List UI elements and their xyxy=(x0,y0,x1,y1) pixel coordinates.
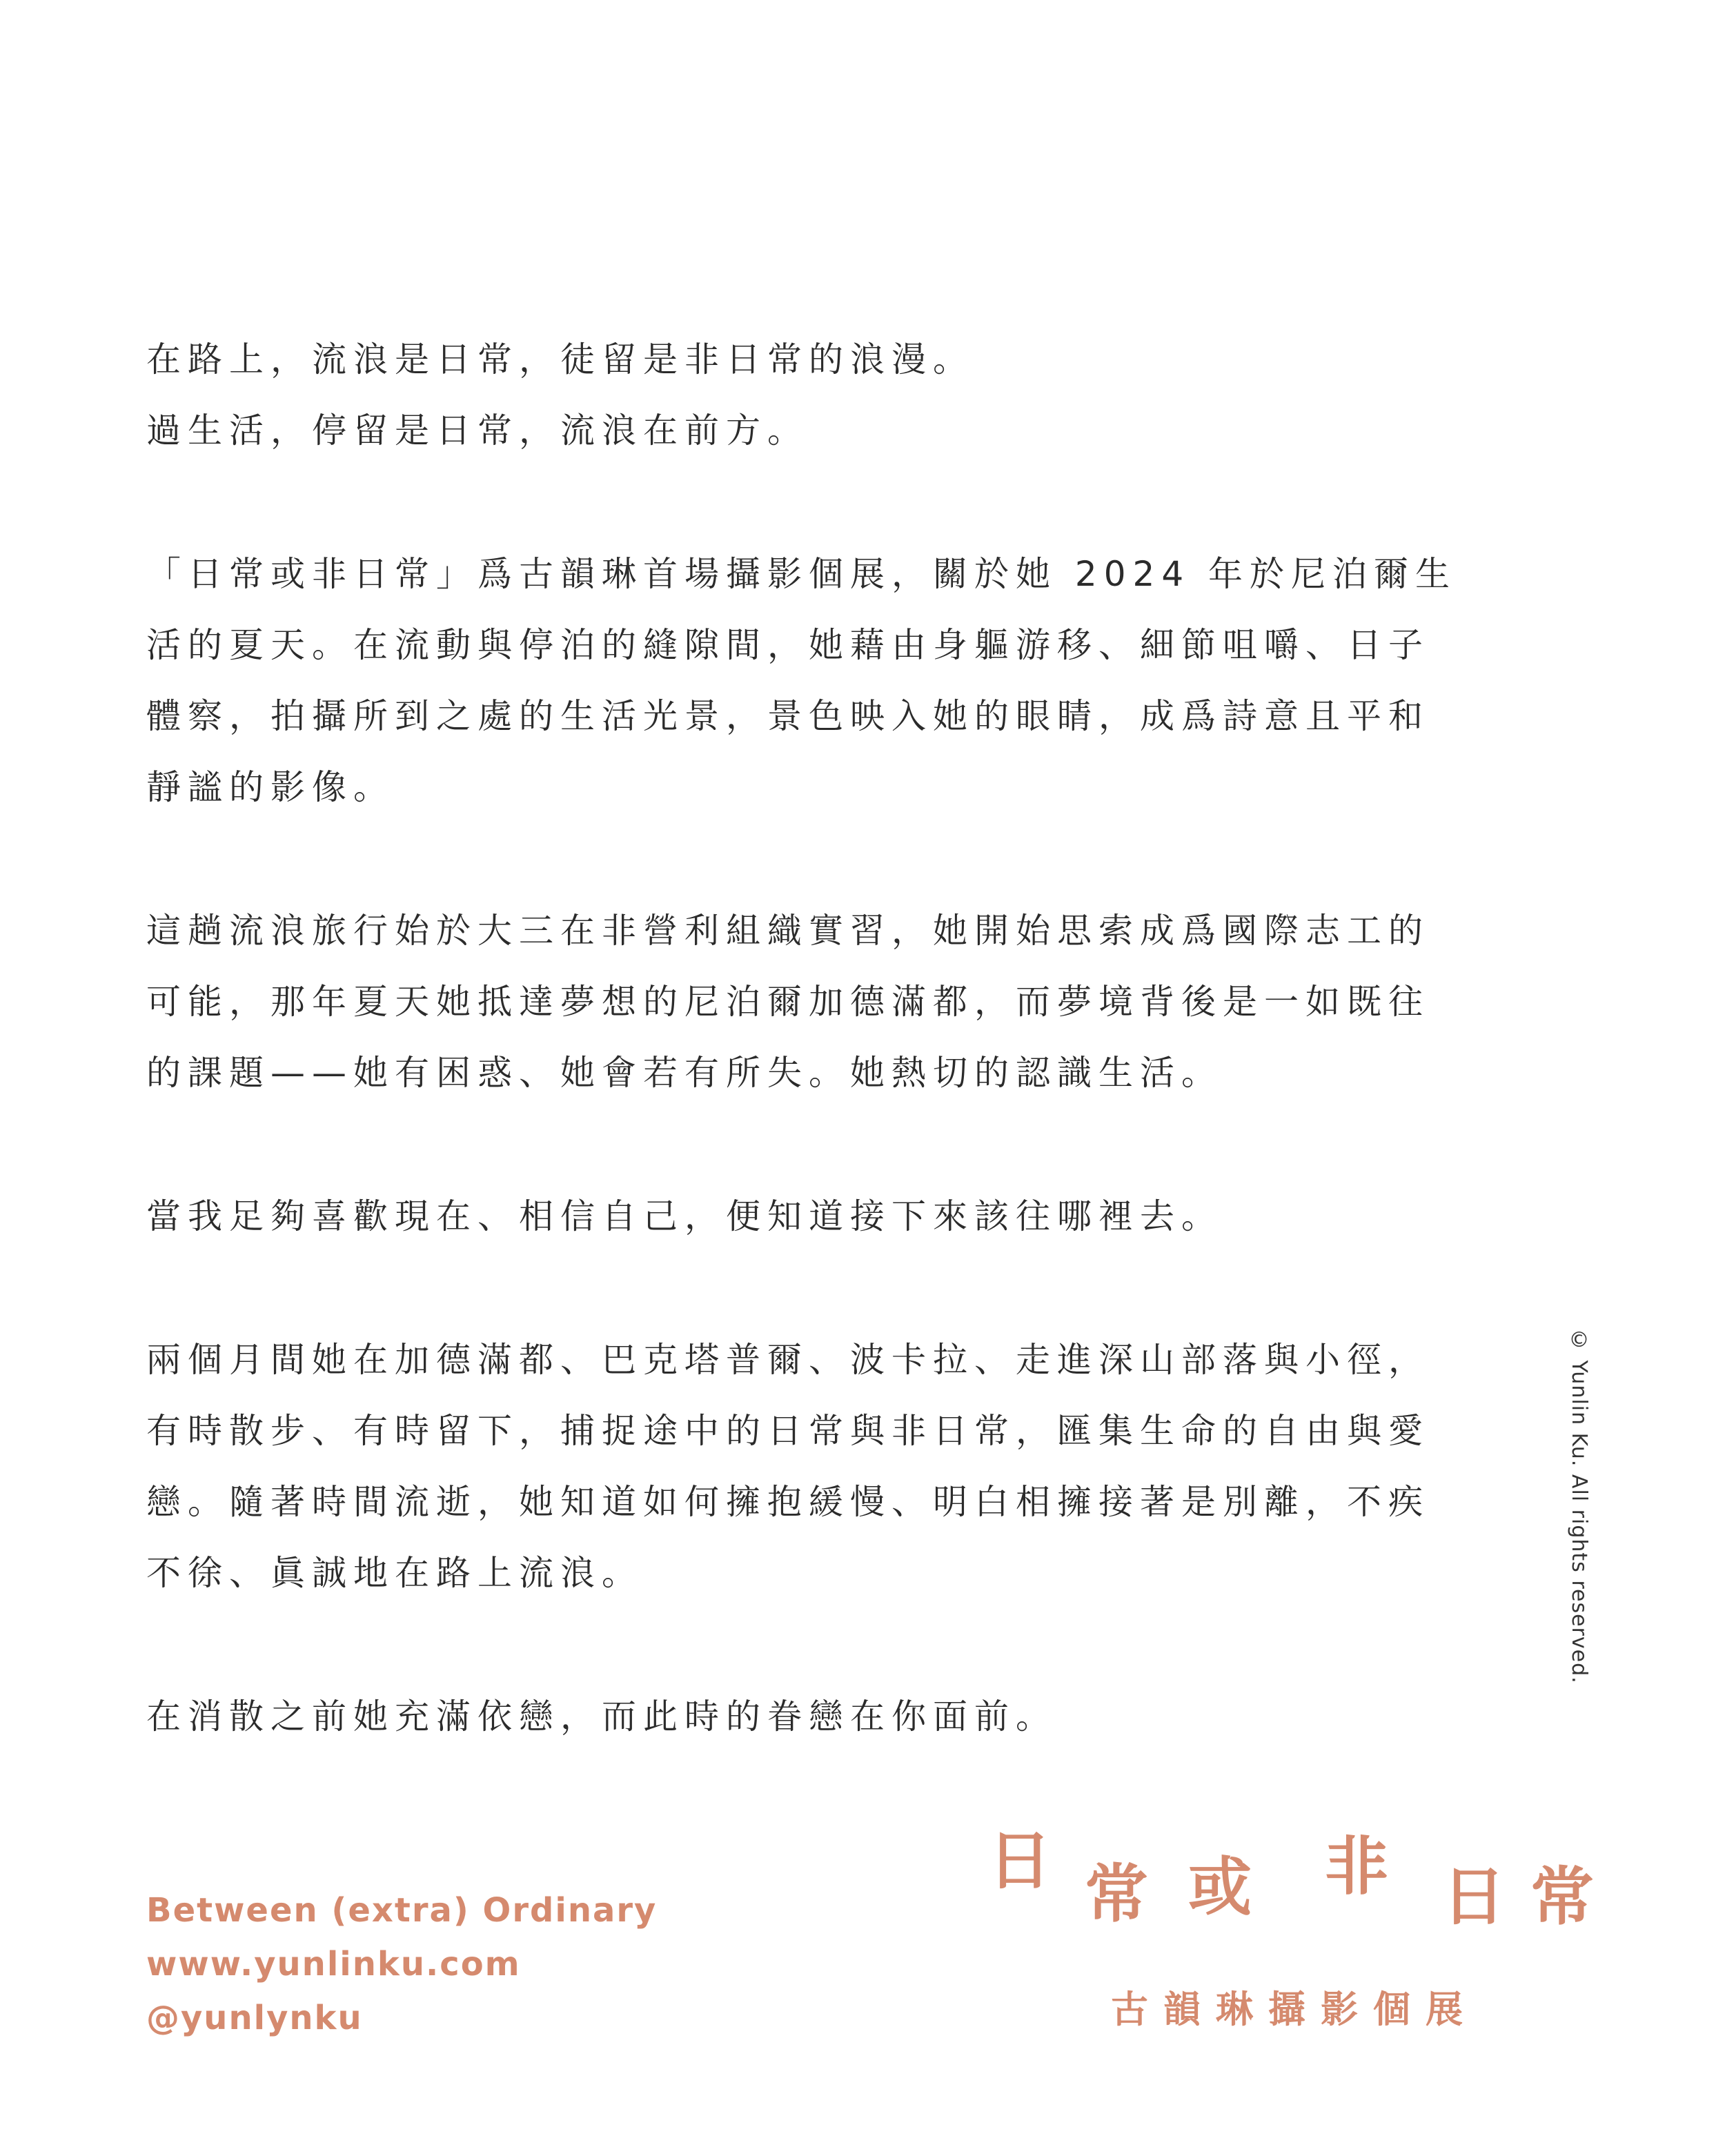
text-line: 不徐、眞誠地在路上流浪。 xyxy=(146,1553,643,1593)
logo-char: 非 xyxy=(1325,1830,1389,1903)
paragraph-1 xyxy=(146,324,1471,466)
logo-char: 日 xyxy=(1442,1860,1506,1934)
logo-char: 日 xyxy=(988,1824,1052,1898)
social-handle[interactable]: @yunlynku xyxy=(146,1999,363,2037)
text-line: 可能，那年夏天她抵達夢想的尼泊爾加德滿都，而夢境背後是一如既往 xyxy=(146,982,1430,1022)
paragraph-2 xyxy=(146,539,1471,823)
text-line: 「日常或非日常」爲古韻琳首場攝影個展，關於她 2024 年於尼泊爾生 xyxy=(146,554,1457,594)
text-line: 有時散步、有時留下，捕捉途中的日常與非日常，匯集生命的自由與愛 xyxy=(146,1411,1430,1451)
text-line: 活的夏天。在流動與停泊的縫隙間，她藉由身軀游移、細節咀嚼、日子 xyxy=(146,625,1430,665)
copyright-notice: © Yunlin Ku. All rights reserved. xyxy=(1567,1328,1591,1684)
text-line: 在消散之前她充滿依戀，而此時的眷戀在你面前。 xyxy=(146,1697,1057,1737)
paragraph-3 xyxy=(146,896,1471,1109)
logo-char: 常 xyxy=(1530,1860,1595,1934)
paragraph-5 xyxy=(146,1325,1471,1609)
text-line: 兩個月間她在加德滿都、巴克塔普爾、波卡拉、走進深山部落與小徑， xyxy=(146,1340,1430,1380)
text-line: 戀。隨著時間流逝，她知道如何擁抱緩慢、明白相擁接著是別離，不疾 xyxy=(146,1482,1430,1522)
text-line: 在路上，流浪是日常，徒留是非日常的浪漫。 xyxy=(146,339,974,379)
text-line: 體察，拍攝所到之處的生活光景，景色映入她的眼睛，成爲詩意且平和 xyxy=(146,696,1430,736)
paragraph-6 xyxy=(146,1681,1471,1752)
exhibition-english-title: Between (extra) Ordinary xyxy=(146,1891,658,1930)
logo-char: 或 xyxy=(1188,1850,1252,1924)
logo-char: 常 xyxy=(1085,1857,1149,1931)
text-line: 這趟流浪旅行始於大三在非營利組織實習，她開始思索成爲國際志工的 xyxy=(146,911,1430,951)
text-line: 的課題——她有困惑、她會若有所失。她熱切的認識生活。 xyxy=(146,1053,1223,1093)
website-link[interactable]: www.yunlinku.com xyxy=(146,1945,521,1984)
logo-subtitle: 古韻琳攝影個展 xyxy=(1111,1988,1478,2031)
paragraph-4 xyxy=(146,1181,1471,1252)
text-line: 當我足夠喜歡現在、相信自己，便知道接下來該往哪裡去。 xyxy=(146,1196,1223,1236)
footer-info xyxy=(146,1883,657,2045)
text-line: 過生活，停留是日常，流浪在前方。 xyxy=(146,411,809,451)
exhibition-statement xyxy=(146,324,1471,1825)
text-line: 靜謐的影像。 xyxy=(146,767,395,807)
